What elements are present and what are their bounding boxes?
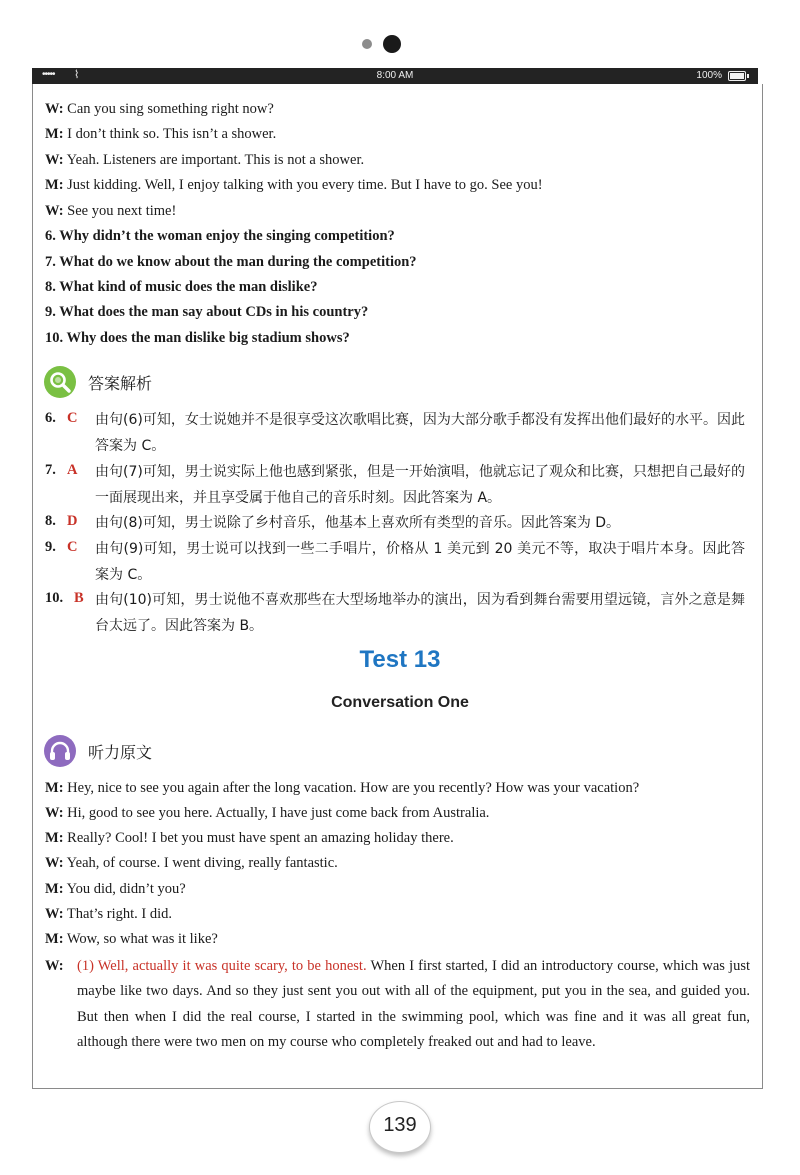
answer-letter: D [67, 513, 78, 529]
signal-icon: ••••• [42, 69, 55, 80]
highlighted-sentence: (1) Well, actually it was quite scary, to be honest. [77, 958, 367, 974]
answer-letter: C [67, 539, 78, 555]
question: 6. Why didn’t the woman enjoy the singing competition? [45, 228, 395, 244]
conversation-title: Conversation One [331, 694, 469, 711]
dialogue-text: When I first started, I did an introductory course, which was just maybe like two days. And so they just sent you out with all of the equipment, put you in the sea, and guided you. But then when I did the real course, I started in the swimming pool, which was fine and it was all great fun, although there were two men on my course who completely freaked out and had to leave. [77, 958, 750, 1050]
dialogue-line: W: Hi, good to see you here. Actually, I have just come back from Australia. [45, 805, 490, 821]
question: 9. What does the man say about CDs in his country? [45, 304, 369, 320]
magnifier-icon [44, 366, 76, 398]
battery-percent: 100% [696, 70, 722, 81]
answer-letter: A [67, 462, 78, 478]
dialogue-line: W: That’s right. I did. [45, 906, 173, 922]
answer-number: 9. [45, 539, 56, 555]
analysis-heading: 答案解析 [88, 374, 153, 393]
answer-number: 6. [45, 410, 56, 426]
dialogue-line: W: Yeah, of course. I went diving, really fantastic. [45, 855, 338, 871]
dialogue-line: M: Really? Cool! I bet you must have spent an amazing holiday there. [45, 830, 454, 846]
dialogue-line: M: Just kidding. Well, I enjoy talking with you every time. But I have to go. See you! [45, 177, 543, 193]
dialogue-line: W: See you next time! [45, 203, 177, 219]
dialogue-body [77, 954, 750, 1055]
dialogue-line: M: I don’t think so. This isn’t a shower. [45, 126, 277, 142]
question: 10. Why does the man dislike big stadium shows? [45, 330, 350, 346]
page-number: 139 [383, 1114, 417, 1136]
answer-explanation: 由句(9)可知，男士说可以找到一些二手唱片，价格从 1 美元到 20 美元不等，取决于唱片本身。因此答案为 C。 [95, 541, 745, 583]
dialogue-line: M: Wow, so what was it like? [45, 931, 218, 947]
answer-letter: C [67, 410, 78, 426]
camera-dot-large [383, 35, 401, 53]
answer-number: 10. [45, 590, 64, 606]
dialogue-line: W: Can you sing something right now? [45, 101, 274, 117]
battery-icon [728, 71, 746, 81]
headphones-icon [44, 735, 76, 767]
test-title: Test 13 [359, 646, 441, 673]
camera-dot-small [362, 39, 372, 49]
status-bar [32, 68, 758, 84]
answer-explanation: 由句(7)可知，男士说实际上他也感到紧张，但是一开始演唱，他就忘记了观众和比赛，只想把自己最好的一面展现出来，并且享受属于他自己的音乐时刻。因此答案为 A。 [95, 464, 745, 506]
question: 8. What kind of music does the man dislike? [45, 279, 318, 295]
question: 7. What do we know about the man during the competition? [45, 254, 417, 270]
transcript-heading: 听力原文 [88, 743, 153, 762]
answer-explanation: 由句(10)可知，男士说他不喜欢那些在大型场地举办的演出，因为看到舞台需要用望远镜，言外之意是舞台太远了。因此答案为 B。 [95, 592, 745, 634]
answer-number: 7. [45, 462, 56, 478]
dialogue-line: M: Hey, nice to see you again after the long vacation. How are you recently? How was your vacation? [45, 780, 640, 796]
answer-number: 8. [45, 513, 56, 529]
answer-explanation: 由句(6)可知，女士说她并不是很享受这次歌唱比赛，因为大部分歌手都没有发挥出他们最好的水平。因此答案为 C。 [95, 412, 745, 454]
answer-letter: B [74, 590, 84, 606]
dialogue-line: M: You did, didn’t you? [45, 881, 186, 897]
dialogue-line: W: Yeah. Listeners are important. This is not a shower. [45, 152, 365, 168]
page-number-badge [369, 1101, 431, 1153]
status-time: 8:00 AM [376, 70, 414, 81]
answer-explanation: 由句(8)可知，男士说除了乡村音乐，他基本上喜欢所有类型的音乐。因此答案为 D。 [95, 515, 621, 531]
speaker-label: W: [45, 958, 64, 974]
wifi-icon: ⌇ [74, 69, 80, 81]
